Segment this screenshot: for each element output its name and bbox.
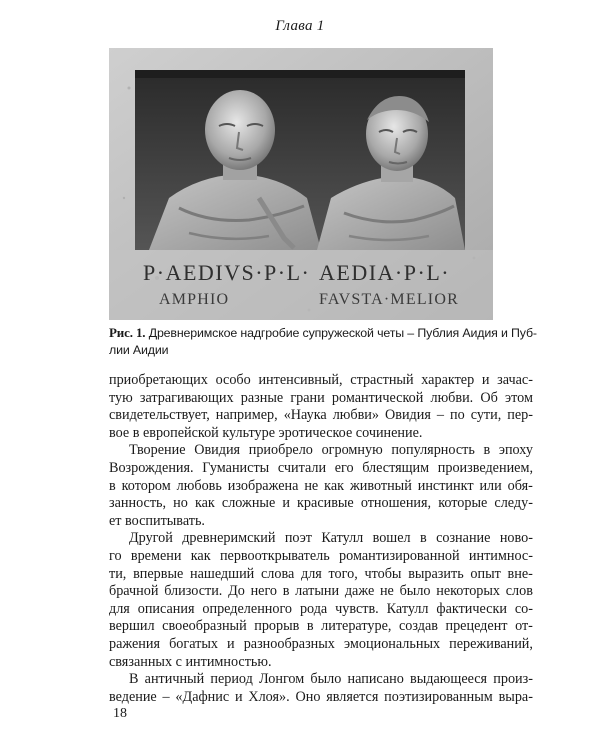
word: брачной — [109, 583, 159, 600]
word: но — [173, 495, 188, 512]
word: него — [250, 583, 278, 600]
word: для — [109, 600, 130, 617]
inscription-line1-right: AEDIA·P·L· — [319, 260, 451, 285]
word: популярность — [391, 442, 475, 459]
body-text — [109, 372, 533, 706]
text-line — [109, 583, 533, 601]
word: огромную — [321, 442, 383, 459]
text-line: связанных с интимностью. — [109, 653, 272, 670]
tombstone-relief-photo — [109, 48, 493, 320]
word: «Дафнис — [175, 688, 230, 705]
word: как — [190, 547, 211, 564]
word: создав — [398, 618, 438, 635]
word: было — [399, 583, 431, 600]
word: особо — [215, 372, 251, 388]
text-line — [109, 548, 533, 566]
word: вне- — [507, 565, 533, 582]
caption-line-2: лии Аидии — [109, 343, 169, 357]
word: сложные — [221, 495, 276, 512]
word: приобрело — [248, 442, 313, 459]
word: разнообразных — [243, 635, 335, 652]
word: и — [481, 372, 490, 388]
word: эмоциональных — [343, 635, 441, 652]
running-head: Глава 1 — [275, 18, 325, 34]
word: для — [300, 565, 322, 582]
word: в — [282, 583, 290, 600]
word: близости. — [164, 583, 223, 600]
word: романтической — [331, 389, 424, 406]
word: – — [162, 688, 170, 705]
word: впервые — [133, 565, 184, 582]
word: по — [450, 407, 465, 424]
word: отношения, — [360, 495, 432, 512]
text-line — [109, 689, 533, 707]
word: До — [228, 583, 245, 600]
word: латыни — [295, 583, 340, 600]
word: Лонгом — [259, 671, 305, 688]
word: считали — [277, 459, 327, 476]
word: античный — [144, 671, 205, 688]
word: поэтизированным — [384, 688, 493, 705]
word: сути, — [470, 407, 502, 424]
word: в — [306, 618, 314, 635]
page-number: 18 — [113, 706, 127, 721]
word: в — [109, 477, 116, 494]
word: период — [210, 671, 253, 688]
word: пер- — [507, 407, 533, 424]
word: и — [282, 495, 290, 512]
word: Овидия — [385, 407, 431, 424]
word: например, — [215, 407, 278, 424]
word: вошел — [372, 530, 411, 547]
word: выразить — [408, 565, 464, 582]
text-line — [109, 530, 533, 548]
word: страстный — [350, 372, 414, 388]
word: переживаний, — [449, 635, 533, 652]
text-line — [109, 566, 533, 584]
word: Оно — [295, 688, 321, 705]
text-line — [109, 618, 533, 636]
text-line: ет воспитывать. — [109, 512, 205, 529]
word: животный — [349, 477, 412, 494]
word: от- — [515, 618, 533, 635]
text-line — [109, 372, 533, 390]
word: не — [379, 583, 394, 600]
word: некоторых — [436, 583, 501, 600]
word: своеобразный — [162, 618, 247, 635]
word: в — [483, 442, 491, 459]
word: любовь — [176, 477, 222, 494]
word: литературе, — [321, 618, 392, 635]
word: В — [129, 671, 139, 688]
word: Об — [480, 389, 498, 406]
word: слов — [505, 583, 533, 600]
word: следу- — [494, 495, 533, 512]
word: рода — [299, 600, 328, 617]
word: занность, — [109, 495, 167, 512]
word: Гуманисты — [202, 459, 270, 476]
word: богатых — [169, 635, 218, 652]
word: приобретающих — [109, 372, 208, 388]
text-line — [109, 478, 533, 496]
word: Другой — [129, 530, 173, 547]
word: как — [324, 477, 345, 494]
word: написано — [347, 671, 404, 688]
text-line — [109, 671, 533, 689]
word: произведением, — [437, 459, 533, 476]
word: прорыв — [254, 618, 300, 635]
word: опыт — [470, 565, 501, 582]
word: интенсивный, — [258, 372, 343, 388]
word: фактически — [436, 600, 507, 617]
word: грани — [290, 389, 325, 406]
caption-label: Рис. 1. — [109, 325, 146, 340]
word: первооткрыватель — [219, 547, 330, 564]
word: поэт — [284, 530, 312, 547]
word: сознание — [436, 530, 491, 547]
word: тую — [109, 389, 133, 406]
word: ново- — [499, 530, 533, 547]
text-line — [109, 495, 533, 513]
word: описания — [137, 600, 195, 617]
word: вершил — [109, 618, 155, 635]
word: блестящим — [362, 459, 430, 476]
word: выра- — [498, 688, 533, 705]
caption-text-1: Древнеримское надгробие супружеской четы – Публия Аидия и Пуб- — [148, 326, 537, 340]
word: ведение — [109, 688, 157, 705]
word: древнеримский — [182, 530, 276, 547]
word: ражения — [109, 635, 161, 652]
word: этом — [505, 389, 533, 406]
word: зачас- — [497, 372, 533, 388]
word: – — [436, 407, 444, 424]
word: Катулл — [386, 600, 429, 617]
figure-caption — [109, 324, 537, 359]
word: котором — [121, 477, 171, 494]
word: было — [310, 671, 342, 688]
word: Творение — [129, 442, 186, 459]
inscription-line2-right: FAVSTA·MELIOR — [319, 291, 459, 308]
word: времени — [130, 547, 182, 564]
word: является — [326, 688, 379, 705]
word: даже — [344, 583, 375, 600]
word: слова — [260, 565, 295, 582]
word: того, — [328, 565, 358, 582]
word: и — [227, 635, 235, 652]
word: как — [194, 495, 215, 512]
word: характер — [421, 372, 475, 388]
word: любви» — [332, 407, 379, 424]
word: обя- — [507, 477, 533, 494]
word: ти, — [109, 565, 127, 582]
word: выдающееся — [410, 671, 488, 688]
word: чтобы — [364, 565, 402, 582]
inscription-line2-left: AMPHIO — [159, 291, 230, 308]
word: «Наука — [283, 407, 327, 424]
word: определенного — [202, 600, 293, 617]
text-line — [109, 601, 533, 619]
word: которые — [438, 495, 488, 512]
text-line — [109, 636, 533, 654]
word: или — [479, 477, 502, 494]
word: свидетельствует, — [109, 407, 210, 424]
text-line — [109, 390, 533, 408]
word: любви. — [430, 389, 474, 406]
word: затрагивающих — [139, 389, 234, 406]
word: Овидия — [194, 442, 241, 459]
word: Хлоя». — [248, 688, 290, 705]
word: романтизированной — [339, 547, 460, 564]
word: и — [234, 688, 243, 705]
word: го — [109, 547, 122, 564]
word: красивые — [297, 495, 354, 512]
word: разные — [240, 389, 284, 406]
word: Возрождения. — [109, 459, 194, 476]
caption-line-1 — [109, 324, 537, 342]
text-line — [109, 442, 533, 460]
word: прецедент — [445, 618, 508, 635]
word: эпоху — [498, 442, 533, 459]
word: произ- — [493, 671, 533, 688]
word: нашедший — [190, 565, 255, 582]
word: не — [304, 477, 319, 494]
word: изображена — [227, 477, 299, 494]
word: чувств. — [335, 600, 379, 617]
text-line: вое в европейской культуре эротическое сочинение. — [109, 424, 423, 441]
text-line — [109, 407, 533, 425]
word: интимнос- — [468, 547, 533, 564]
word: инстинкт — [417, 477, 474, 494]
inscription-line1-left: P·AEDIVS·P·L· — [143, 260, 311, 285]
word: со- — [514, 600, 533, 617]
word: Катулл — [321, 530, 364, 547]
word: в — [419, 530, 427, 547]
text-line — [109, 460, 533, 478]
word: его — [334, 459, 354, 476]
